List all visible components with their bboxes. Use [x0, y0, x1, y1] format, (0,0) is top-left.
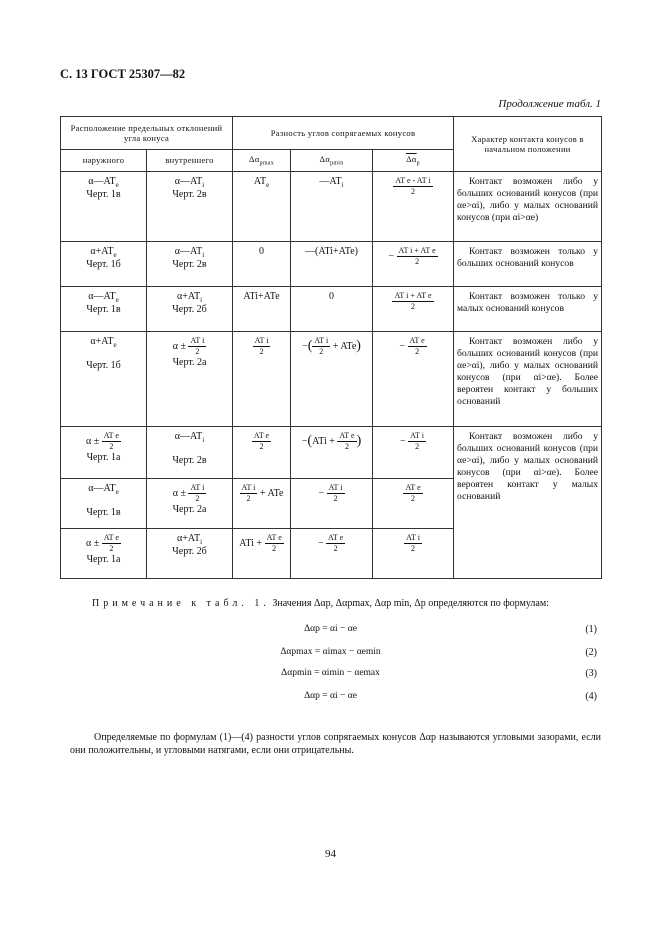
cell-max: $AT_e$: [233, 171, 291, 241]
tolerance-table: [60, 116, 602, 579]
cell-inner: α ± $\frac{\text{AT i}}{2}$ Черт. 2а: [147, 478, 233, 528]
page-number: 94: [325, 848, 336, 860]
formula-3-number: (3): [585, 668, 597, 679]
header-outer: наружного: [61, 150, 147, 172]
cell-max: $\frac{\text{AT e}}{2}$: [233, 426, 291, 478]
cell-min: − $\frac{\text{AT e}}{2}$: [291, 528, 373, 578]
cell-outer: $\alpha—AT_e$ Черт. 1в: [61, 171, 147, 241]
table-row: [61, 426, 602, 478]
cell-character: Контакт возможен либо у больших оснований конусов (при αe>αi), либо у малых оснований конусов (при αi>αe). Более вероятен контакт у больших оснований: [454, 331, 602, 426]
page-header: С. 13 ГОСТ 25307—82: [60, 67, 186, 81]
table-row: [61, 286, 602, 331]
table-row: [61, 241, 602, 286]
table-row: [61, 171, 602, 241]
cell-max: $\frac{\text{AT i}}{2}$: [233, 331, 291, 426]
formula-2: Δαpmax = αimax − αemin: [280, 647, 381, 657]
cell-inner: $\alpha+AT_i$ Черт. 2б: [147, 528, 233, 578]
cell-inner: $\alpha+AT_i$ Черт. 2б: [147, 286, 233, 331]
cell-outer: $\alpha—AT_e$ Черт. 1в: [61, 478, 147, 528]
cell-character: Контакт возможен либо у больших оснований конусов (при αe>αi), либо у малых оснований конусов (при αi>αe): [454, 171, 602, 241]
formula-4: Δαp = αi − αe: [304, 691, 357, 701]
header-deviation: Расположение предельных отклонений угла конуса: [61, 117, 233, 150]
header-mid: $\overline{\Delta\alpha}_p$: [373, 150, 454, 172]
header-max: $\Delta\alpha_{pmax}$: [233, 150, 291, 172]
header-inner: внутреннего: [147, 150, 233, 172]
formula-1-number: (1): [585, 624, 597, 635]
cell-character: Контакт возможен только у больших оснований конусов: [454, 241, 602, 286]
formula-3: Δαpmin = αimin − αemax: [281, 668, 380, 678]
cell-inner: $\alpha—AT_i$ Черт. 2в: [147, 171, 233, 241]
cell-max: ATi + $\frac{\text{AT e}}{2}$: [233, 528, 291, 578]
cell-mid: $\frac{\text{AT e - AT i}}{2}$: [373, 171, 454, 241]
cell-inner: $\alpha—AT_i$ Черт. 2в: [147, 241, 233, 286]
table-row: [61, 331, 602, 426]
cell-min: $—AT_i$: [291, 171, 373, 241]
cell-outer: α ± $\frac{\text{AT e}}{2}$ Черт. 1а: [61, 528, 147, 578]
header-min: $\Delta\alpha_{pmin}$: [291, 150, 373, 172]
header-character: Характер контакта конусов в начальном положении: [454, 117, 602, 172]
cell-mid: $\frac{\text{AT i + AT e}}{2}$: [373, 286, 454, 331]
body-paragraph: Определяемые по формулам (1)—(4) разности углов сопрягаемых конусов Δαp называются угловыми зазорами, если они положительны, и угловыми натягами, если они отрицательны.: [70, 732, 601, 756]
cell-min: —(ATi+ATe): [291, 241, 373, 286]
cell-mid: $\frac{\text{AT e}}{2}$: [373, 478, 454, 528]
cell-outer: $\alpha—AT_e$ Черт. 1в: [61, 286, 147, 331]
cell-min: −(ATi + $\frac{\text{AT e}}{2}$ ): [291, 426, 373, 478]
cell-min: −( $\frac{\text{AT i}}{2}$ + ATe): [291, 331, 373, 426]
cell-character: Контакт возможен только у малых оснований конусов: [454, 286, 602, 331]
cell-outer: $\alpha+AT_e$ Черт. 1б: [61, 241, 147, 286]
cell-mid: − $\frac{\text{AT e}}{2}$: [373, 331, 454, 426]
cell-min: 0: [291, 286, 373, 331]
cell-inner: $\alpha—AT_i$ Черт. 2в: [147, 426, 233, 478]
cell-max: $\frac{\text{AT i}}{2}$ + ATe: [233, 478, 291, 528]
cell-character: Контакт возможен либо у больших оснований конусов (при αe>αi), либо у малых оснований конусов (при αi>αe). Более вероятен контакт у малых оснований: [454, 426, 602, 578]
note-line: Примечание к табл. 1. Значения Δαp, Δαpmax, Δαp min, Δp определяются по формулам:: [92, 598, 549, 609]
cell-mid: $\frac{\text{AT i}}{2}$: [373, 528, 454, 578]
cell-max: ATi+ATe: [233, 286, 291, 331]
cell-max: 0: [233, 241, 291, 286]
formula-2-number: (2): [585, 647, 597, 658]
cell-inner: α ± $\frac{\text{AT i}}{2}$ Черт. 2а: [147, 331, 233, 426]
cell-mid: − $\frac{\text{AT i + AT e}}{2}$: [373, 241, 454, 286]
cell-mid: − $\frac{\text{AT i}}{2}$: [373, 426, 454, 478]
formula-4-number: (4): [585, 691, 597, 702]
table-continuation-label: Продолжение табл. 1: [498, 98, 601, 110]
formula-1: Δαp = αi − αe: [304, 624, 357, 634]
header-difference: Разность углов сопрягаемых конусов: [233, 117, 454, 150]
cell-outer: $\alpha+AT_e$ Черт. 1б: [61, 331, 147, 426]
cell-min: − $\frac{\text{AT i}}{2}$: [291, 478, 373, 528]
cell-outer: α ± $\frac{\text{AT e}}{2}$ Черт. 1а: [61, 426, 147, 478]
